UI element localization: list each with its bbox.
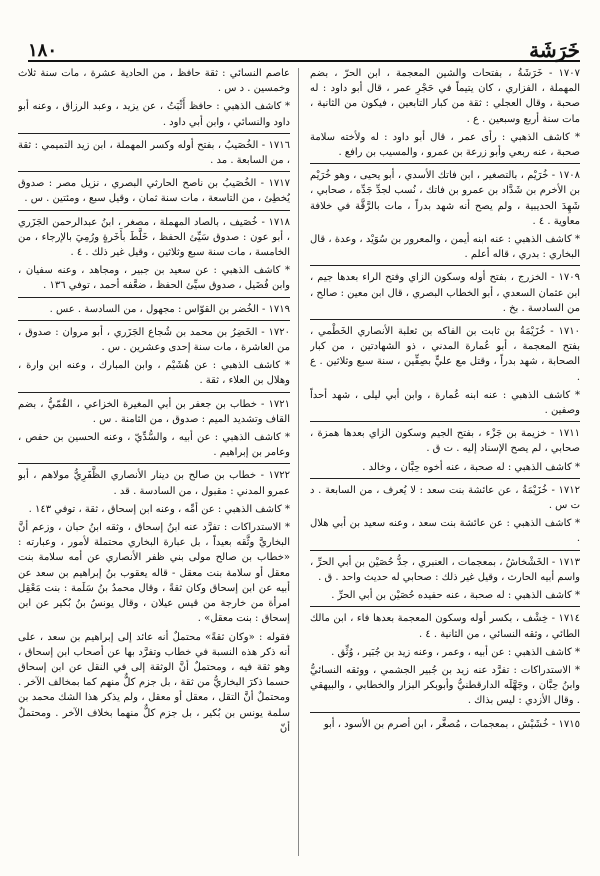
entry-separator: [310, 478, 580, 479]
istidrakat-note: * الاستدراكات : تفرَّد عنه ابنُ إسحاق ، وثقه ابنُ حبان ، وزعم أنَّ البخاريَّ وثَّقه بعيداً ، بل عبارة البخاري محتملة لأمور ، وعبارته : «خطاب بن صالح مولى بني ظفر الأنصاري عن أمه سلامة بنت معقل أو سلامة بنت معقل - قاله يعقوب بنُ إبراهيم بن سعد عن أبيه عن ابن إسحاق وكان ثقةً ، وقال محمدُ بنُ سَلَمة : بنت مَعْقِل امرأة من خارجة من قيس عيلان ، وقال يونسُ بنُ بُكير عن ابن إسحاق : بنت معقل» .: [18, 522, 290, 625]
page-header: [28, 28, 580, 60]
entry-1707: ١٧٠٧ - خَرَشَةُ ، بفتحات والشين المعجمة ، ابن الحرّ ، بضم المهملة ، الفزاري ، كان يتيماً في حَجْرِ عمر ، قال أبو داود : له صحبة ، وقال العجلي : ثقة من كبار التابعين ، فيكون من الثانية ، مات سنة أربع وسبعين . ع .: [310, 68, 580, 125]
entry-1709: ١٧٠٩ - الخزرج ، بفتح أوله وسكون الزاي وفتح الراء بعدها جيم ، ابن عثمان السعدي ، أبو الخطاب البصري ، قال ابن معين : صالح ، من السادسة . بخ .: [310, 272, 580, 314]
entry-separator: [18, 133, 290, 134]
entry-separator: [18, 210, 290, 211]
kashif-note: * كاشف الذهبي : رأى عمر ، قال أبو داود : له ولأخته سلامة صحبة ، عنه ربعي وأبو زرعة بن عمرو ، والمسيب بن رافع .: [310, 131, 580, 159]
entry-separator: [310, 163, 580, 164]
entry-separator: [18, 297, 290, 298]
column-divider: [298, 68, 299, 856]
entry-separator: [310, 550, 580, 551]
entry-1721: ١٧٢١ - خطاب بن جعفر بن أبي المغيرة الخزاعي ، القُمّيُّ ، بضم القاف وتشديد الميم : صدوق ، من الثامنة . س .: [18, 398, 290, 425]
kashif-note: * كاشف الذهبي : له صحبة ، عنه حفيده حُصَيْن بن أبي الحرِّ .: [331, 590, 580, 602]
kashif-note: * كاشف الذهبي : عن هُشَيْم ، وابن المبارك ، وعنه ابن وارة ، وهلال بن العلاء ، ثقة .: [18, 360, 290, 387]
entry-separator: [310, 712, 580, 713]
entry-separator: [310, 421, 580, 422]
kashif-note: * كاشف الذهبي : عن سعيد بن جبير ، ومجاهد ، وعنه سفيان ، وابن فُضَيل ، صدوق سيِّئ الحفظ ، ضعَّفه أحمد ، توفي ١٣٦ .: [18, 265, 290, 292]
entry-1716: ١٧١٦ - الخُصَيبُ ، بفتح أوله وكسر المهملة ، ابن زيد التميمي : ثقة ، من السابعة . مد .: [18, 139, 290, 167]
entry-1715: ١٧١٥ - خُشَيْش ، بمعجمات ، مُصغَّر ، ابن أصرم بن الأسود ، أبو: [323, 718, 580, 730]
kashif-note: * كاشف الذهبي : له صحبة ، عنه أخوه حِبَّان ، وخالد .: [362, 461, 580, 473]
entry-separator: [310, 606, 580, 607]
entry-1718: ١٧١٨ - خُصَيف ، بالصاد المهملة ، مصغر ، ابنُ عبدالرحمن الجَزَري ، أبو عون : صدوق سَيِّئ الحفظ ، خَلَّطَ بأَخَرةٍ ورُمِيَ بالإرجاء ، من الخامسة ، مات سنة سبع وثلاثين ، وقيل غير ذلك . ٤ .: [18, 216, 290, 259]
entry-1717: ١٧١٧ - الخُصَيبُ بن ناصح الحارثي البصري ، نزيل مصر : صدوق يُخطِئ ، من التاسعة ، مات سنة ثمان ، وقيل سبع ، ومئتين . س .: [18, 178, 290, 205]
entry-1722: ١٧٢٢ - خطاب بن صالح بن دينار الأنصاري الظَّفَرِيُّ مولاهم ، أبو عمرو المدني : مقبول ، من السادسة . قد .: [18, 470, 290, 497]
right-column: [310, 66, 580, 862]
entry-1708: ١٧٠٨ - خُرَيْم ، بالتصغير ، ابن فاتك الأسدي ، أبو يحيى ، وهو خُرَيْم بن الأخرم بن شَدَّاد بن عمرو بن فاتك ، نُسب لجدِّ جَدِّه ، صحابي ، شَهِدَ الحديبية ، ولم يصح أنه شهد بدراً ، مات بالرَّقَّة في خلافة معاوية . ٤ .: [310, 170, 580, 227]
entry-1720: ١٧٢٠ - الخَضِرُ بن محمد بن شُجاع الجَزَري ، أبو مروان : صدوق ، من العاشرة ، مات سنة إحدى وعشرين . س .: [18, 326, 290, 354]
kashif-note: * كاشف الذهبي : عن أبيه ، والسُّدِّيّ ، وعنه الحسين بن حفص ، وعامر بن إبراهيم .: [18, 432, 290, 459]
left-column: [18, 66, 290, 862]
entry-continuation: عاصم النسائي : ثقة حافظ ، من الحادية عشرة ، مات سنة ثلاث وخمسين . د س .: [18, 68, 290, 95]
kashif-note: * كاشف الذهبي : عنه ابنه أيمن ، والمعرور بن سُوَيْد ، وعدة ، قال البخاري : بدري ، قاله أعلم .: [310, 234, 580, 261]
page-number: ١٨٠: [28, 40, 58, 61]
entry-1719: ١٧١٩ - الخُضر بن القوّاس : مجهول ، من السادسة . عس .: [49, 303, 290, 315]
entry-1714: ١٧١٤ - خِشْف ، بكسر أوله وسكون المعجمة بعدها فاء ، ابن مالك الطائي ، وثقه النسائي ، من الثانية . ٤ .: [310, 613, 580, 640]
kashif-note: * كاشف الذهبي : عن أمِّه ، وعنه ابن إسحاق ، ثقة ، توفي ١٤٣ .: [28, 503, 290, 515]
header-rule: [28, 60, 580, 62]
entry-separator: [310, 265, 580, 266]
entry-separator: [310, 319, 580, 320]
entry-1710: ١٧١٠ - خُزَيْمَةُ بن ثابت بن الفاكه بن ثعلبة الأنصاري الخَطْمي ، بفتح المعجمة ، أبو عُمارة المدني ، ذو الشهادتين ، من كبار الصحابة ، شهد بدراً ، وقتل مع عليٍّ بصِفِّين ، سنة سبع وثلاثين . ع .: [310, 326, 580, 383]
entry-1711: ١٧١١ - خزيمة بن جَزْء ، بفتح الجيم وسكون الزاي بعدها همزة ، صحابي ، لم يصح الإسناد إليه . ت ق .: [310, 428, 580, 455]
entry-separator: [18, 171, 290, 172]
running-title: خَرَشَة: [529, 38, 580, 62]
entry-separator: [18, 320, 290, 321]
kashif-note: * كاشف الذهبي : عن عائشة بنت سعد ، وعنه سعيد بن أبي هلال .: [310, 518, 580, 545]
commentary-paragraph: فقوله : «وكان ثقةً» محتملٌ أنه عائد إلى إبراهيم بن سعد ، على أنه ذكر هذه النسبة في خطاب وتفرَّد بها عن أصحاب ابن إسحاق ، وهو ثقة فيه ، ومحتملٌ أنَّ الوثقة إلى في النقل عن ابن إسحاق حسما ذكرَ البخاريُّ من ثقة ، بل جزم كلٌّ منهم كما بمخالف الآخر . ومحتملٌ أنَّ التقل ، معقل أو معقل ، ولم يذكر هذا الشك محمد بن سلمة يونس بن بُكير ، بل جزم كلٌّ منهما بخلاف الآخر . ومحتملٌ أنّ: [18, 631, 290, 734]
kashif-note: * كاشف الذهبي : حافظ أَثْبَتُ ، عن يزيد ، وعبد الرزاق ، وعنه أبو داود والنسائي ، وابن أبي داود .: [18, 101, 290, 128]
kashif-note: * كاشف الذهبي : عنه ابنه عُمارة ، وابن أبي ليلى ، شهد أحداً وصفين .: [310, 389, 580, 417]
kashif-note: * كاشف الذهبي : عن أبيه ، وعمر ، وعنه زيد بن جُبَير ، وُثِّق .: [331, 646, 580, 658]
entry-separator: [18, 463, 290, 464]
entry-1712: ١٧١٢ - خُزَيْمَةُ ، عن عائشة بنت سعد : لا يُعرف ، من السابعة . د ت س .: [310, 484, 580, 512]
entry-1713: ١٧١٣ - الخَشْخاشُ ، بمعجمات ، العنبري ، جدُّ حُصَيْن بن أبي الحرِّ ، واسم أبيه الحارث ، وقيل غير ذلك : صحابي له حديث واحد . ق .: [310, 556, 580, 583]
entry-separator: [18, 392, 290, 393]
istidrakat-note: * الاستدراكات : تفرَّد عنه زيد بن جُبير الجشمي ، ووثقه النسائيُّ وابنُ حِبَّان ، وجَهَّلَه الدارقطنيُّ وأبوبكر البزار والخطابي ، والبيهقي . وقال الأزدي : ليس بذاك .: [310, 664, 580, 707]
